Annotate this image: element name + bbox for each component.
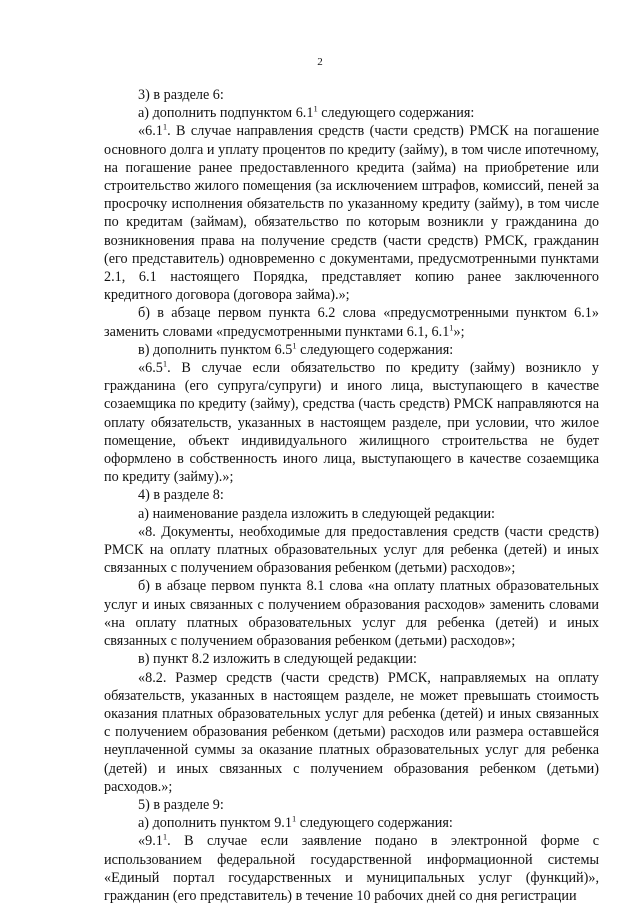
- paragraph-text: б) в абзаце первом пункта 6.2 слова «предусмотренными пунктом 6.1» заменить словами «предусмотренными пунктами 6.1, 6.1: [104, 305, 599, 340]
- page-number: 2: [317, 56, 323, 68]
- paragraph: [104, 650, 599, 668]
- document-body: [104, 86, 599, 905]
- paragraph: [104, 304, 599, 340]
- paragraph: [104, 832, 599, 905]
- paragraph-text: «6.1: [138, 123, 163, 140]
- paragraph: [104, 359, 599, 486]
- paragraph: [104, 122, 599, 304]
- paragraph: [104, 104, 599, 122]
- superscript: 1: [449, 321, 454, 332]
- paragraph: [104, 341, 599, 359]
- paragraph-text: следующего содержания:: [317, 105, 475, 122]
- paragraph: [104, 486, 599, 504]
- paragraph: [104, 814, 599, 832]
- paragraph-text: в) дополнить пунктом 6.5: [138, 341, 293, 358]
- paragraph: [104, 523, 599, 578]
- superscript: 1: [313, 103, 318, 114]
- paragraph-text: 5) в разделе 9:: [138, 796, 224, 813]
- paragraph: [104, 796, 599, 814]
- paragraph-text: в) пункт 8.2 изложить в следующей редакции:: [138, 651, 417, 668]
- paragraph-text: а) дополнить пунктом 9.1: [138, 815, 292, 832]
- superscript: 1: [291, 813, 297, 824]
- paragraph-text: а) наименование раздела изложить в следующей редакции:: [138, 505, 495, 522]
- paragraph-text: следующего содержания:: [296, 815, 453, 832]
- paragraph-text: «8.2. Размер средств (части средств) РМСК, направляемых на оплату обязательств, указанных в настоящем разделе, не может превышать стоимость оказания платных образовательных услуг для ребенка (детей) и иных связанных с получением образования ребенком (детьми) расходов или размера оставшейся неуплаченной суммы за оказание платных образовательных услуг для ребенка (детей) и иных связанных с получением образования ребенком (детьми) расходов.»;: [104, 669, 599, 795]
- paragraph-text: «8. Документы, необходимые для предоставления средств (части средств) РМСК на оплату платных образовательных услуг для ребенка (детей) и иных связанных с получением образования ребенком (детьми) расходов»;: [104, 523, 599, 577]
- paragraph-text: 3) в разделе 6:: [138, 87, 224, 103]
- paragraph: [104, 669, 599, 796]
- paragraph-text: «9.1: [138, 833, 163, 850]
- superscript: 1: [162, 831, 168, 842]
- paragraph-text: следующего содержания:: [296, 341, 454, 358]
- paragraph-text: б) в абзаце первом пункта 8.1 слова «на оплату платных образовательных услуг и иных связанных с получением образования расходов» заменить словами «на оплату платных образовательных услуг для ребенка (детей) и иных связанных с получением образования ребенком (детьми) расходов»;: [104, 578, 599, 650]
- superscript: 1: [162, 358, 168, 369]
- paragraph-text: 4) в разделе 8:: [138, 487, 224, 504]
- paragraph: [104, 505, 599, 523]
- paragraph: [104, 577, 599, 650]
- paragraph-text: »;: [453, 323, 465, 340]
- superscript: 1: [162, 121, 168, 132]
- paragraph-text: . В случае направления средств (части средств) РМСК на погашение основного долга и уплату процентов по кредиту (займу), в том числе ипотечному, на погашение ранее предоставленного кредита (займа) на приобретение или строительство жилого помещения (за исключением штрафов, комиссий, пеней за просрочку исполнения обязательств по указанному кредиту (займу), в том числе по кредитам (займам), обязательство по которым возникли у гражданина до возникновения права на получение средств (части средств) РМСК, гражданин (его представитель) одновременно с документами, предусмотренными пунктами 2.1, 6.1 настоящего Порядка, представляет копию ранее заключенного кредитного договора (договора займа).»;: [104, 123, 599, 304]
- paragraph-text: . В случае если заявление подано в электронной форме с использованием федеральной государственной информационной системы «Единый портал государственных и муниципальных услуг (функций)», гражданин (его представитель) в течение 10 рабочих дней со дня регистрации: [104, 833, 599, 904]
- paragraph-text: а) дополнить подпунктом 6.1: [138, 105, 314, 122]
- paragraph-text: . В случае если обязательство по кредиту (займу) возникло у гражданина (его супруга/супруги) и иного лица, выступающего в качестве созаемщика по кредиту (займу), средства (часть средств) РМСК направляются на оплату обязательств, указанных в настоящем разделе, при условии, что жилое помещение, объект индивидуального жилищного строительства не будет оформлено в собственность иного лица, выступающего в качестве созаемщика по кредиту (займу).»;: [104, 360, 599, 486]
- superscript: 1: [292, 340, 297, 351]
- paragraph: [104, 86, 599, 104]
- paragraph-text: «6.5: [138, 360, 163, 377]
